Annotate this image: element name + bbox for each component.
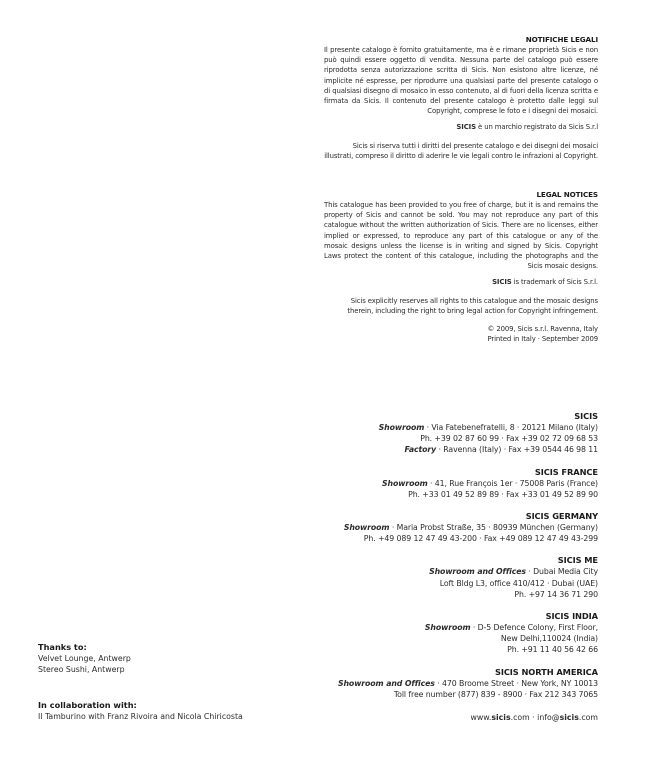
office-line (268, 633, 598, 644)
website-line (470, 712, 598, 723)
web-mid: .com · info@ (510, 713, 560, 722)
office-line (268, 522, 598, 533)
web-prefix: www. (470, 713, 492, 722)
office-line-text: New Delhi,110024 (India) (500, 634, 598, 644)
office-line-label: Showroom (424, 623, 471, 633)
office-line-label: Showroom (382, 478, 428, 488)
collaboration-heading: In collaboration with: (38, 700, 137, 710)
office-line (268, 589, 598, 600)
office-line-text: · Via Fatebenefratelli, 8 · 20121 Milano (Italy) (424, 423, 598, 432)
legal-notice-italian (324, 35, 598, 161)
office-line (268, 478, 598, 489)
thanks-section (38, 642, 131, 675)
thanks-line: Velvet Lounge, Antwerp (38, 653, 131, 663)
office-name: SICIS NORTH AMERICA (494, 666, 598, 677)
office-block (268, 555, 598, 600)
trademark-line-en (324, 277, 598, 287)
office-name: SICIS INDIA (545, 611, 598, 622)
office-line-text: Ph. +39 02 87 60 99 · Fax +39 02 72 09 68 53 (420, 434, 598, 444)
office-line-text: Toll free number (877) 839 - 8900 · Fax 212 343 7065 (393, 689, 598, 699)
office-directory (268, 411, 598, 711)
office-line (268, 578, 598, 589)
thanks-line: Stereo Sushi, Antwerp (38, 664, 125, 674)
office-line (268, 678, 598, 689)
office-line (268, 689, 598, 700)
office-line (268, 422, 598, 433)
office-block (268, 411, 598, 456)
thanks-heading: Thanks to: (38, 642, 87, 652)
office-line (268, 444, 598, 455)
web-brand: sicis (491, 713, 511, 722)
office-line-text: · D-5 Defence Colony, First Floor, (470, 623, 598, 633)
trademark-text: is trademark of Sicis S.r.l. (511, 278, 598, 287)
office-line (268, 566, 598, 577)
office-name: SICIS FRANCE (534, 466, 598, 477)
office-line (268, 533, 598, 544)
office-line-label: Showroom (343, 523, 390, 533)
office-line-text: · 41, Rue François 1er · 75008 Paris (France) (427, 478, 598, 488)
collaboration-section (38, 700, 243, 723)
office-line (268, 622, 598, 633)
office-block (268, 611, 598, 656)
printed-line: Printed in Italy · September 2009 (487, 335, 598, 344)
office-block (268, 667, 598, 700)
office-line-label: Factory (404, 445, 437, 455)
office-line-text: · Ravenna (Italy) · Fax +39 0544 46 98 11 (436, 445, 598, 455)
office-name: SICIS (574, 411, 598, 421)
legal-paragraph-en: This catalogue has been provided to you free of charge, but it is and remains the property of Sicis and cannot be sold. You may not reproduce any part of this catalogue without the written authorization of Sicis. There are no licenses, either implied or expressed, to reproduce any part of this catalogue or any of the mosaic designs unless the license is in writing and signed by Sicis. Copyright Laws protect the content of this catalogue, including the photographs and the Sicis mosaic designs. (324, 201, 598, 271)
office-line (268, 644, 598, 655)
web-suffix: .com (578, 713, 598, 722)
rights-paragraph-en: Sicis explicitly reserves all rights to this catalogue and the mosaic designs therein, including the right to bring legal action for Copyright infringement. (347, 296, 598, 315)
office-line-text: Ph. +33 01 49 52 89 89 · Fax +33 01 49 52 89 90 (408, 489, 598, 499)
office-line-text: · 470 Broome Street · New York, NY 10013 (434, 678, 598, 688)
office-line-label: Showroom and Offices (337, 678, 435, 688)
legal-notice-english (324, 190, 598, 344)
trademark-brand: SICIS (456, 123, 476, 132)
office-line-text: Loft Bldg L3, office 410/412 · Dubai (UAE) (439, 578, 598, 588)
office-line-text: · Maria Probst Straße, 35 · 80939 München (Germany) (389, 523, 598, 533)
office-block (268, 467, 598, 500)
copyright-line: © 2009, Sicis s.r.l. Ravenna, Italy (487, 325, 598, 334)
legal-paragraph-it: Il presente catalogo è fornito gratuitamente, ma è e rimane proprietà Sicis e non può quindi essere oggetto di vendita. Nessuna parte del catalogo può essere riprodotta senza autorizzazione scritta di Sicis. Non esistono altre licenze, né implicite né espresse, per riprodurre una qualsiasi parte del presente catalogo o di qualsiasi disegno di mosaico in esso contenuto, al di fuori della licenza scritta e firmata da Sicis. Il contenuto del presente catalogo è protetto dalle leggi sul Copyright, comprese le foto e i disegni dei mosaici. (324, 46, 598, 116)
office-line-text: · Dubai Media City (525, 567, 598, 577)
office-line (268, 433, 598, 444)
email-brand: sicis (559, 713, 579, 722)
office-name: SICIS GERMANY (525, 511, 598, 522)
office-name: SICIS ME (557, 555, 598, 566)
office-line-text: Ph. +49 089 12 47 49 43-200 · Fax +49 089 12 47 49 43-299 (363, 534, 598, 544)
collaboration-text: Il Tamburino with Franz Rivoira and Nicola Chiricosta (38, 711, 243, 721)
trademark-line-it (324, 122, 598, 132)
trademark-brand: SICIS (492, 278, 512, 287)
office-line (268, 489, 598, 500)
legal-heading-it: NOTIFICHE LEGALI (525, 35, 598, 44)
office-line-text: Ph. +91 11 40 56 42 66 (507, 645, 598, 655)
office-line-text: Ph. +97 14 36 71 290 (514, 589, 598, 599)
trademark-text: è un marchio registrato da Sicis S.r.l (475, 123, 598, 132)
office-line-label: Showroom and Offices (429, 567, 526, 577)
rights-paragraph-it: Sicis si riserva tutti i diritti del presente catalogo e dei disegni dei mosaici illustrati, compreso il diritto di aderire le vie legali contro le infrazioni al Copyright. (324, 141, 598, 160)
office-line-label: Showroom (378, 423, 425, 432)
legal-heading-en: LEGAL NOTICES (536, 190, 598, 199)
office-block (268, 511, 598, 544)
